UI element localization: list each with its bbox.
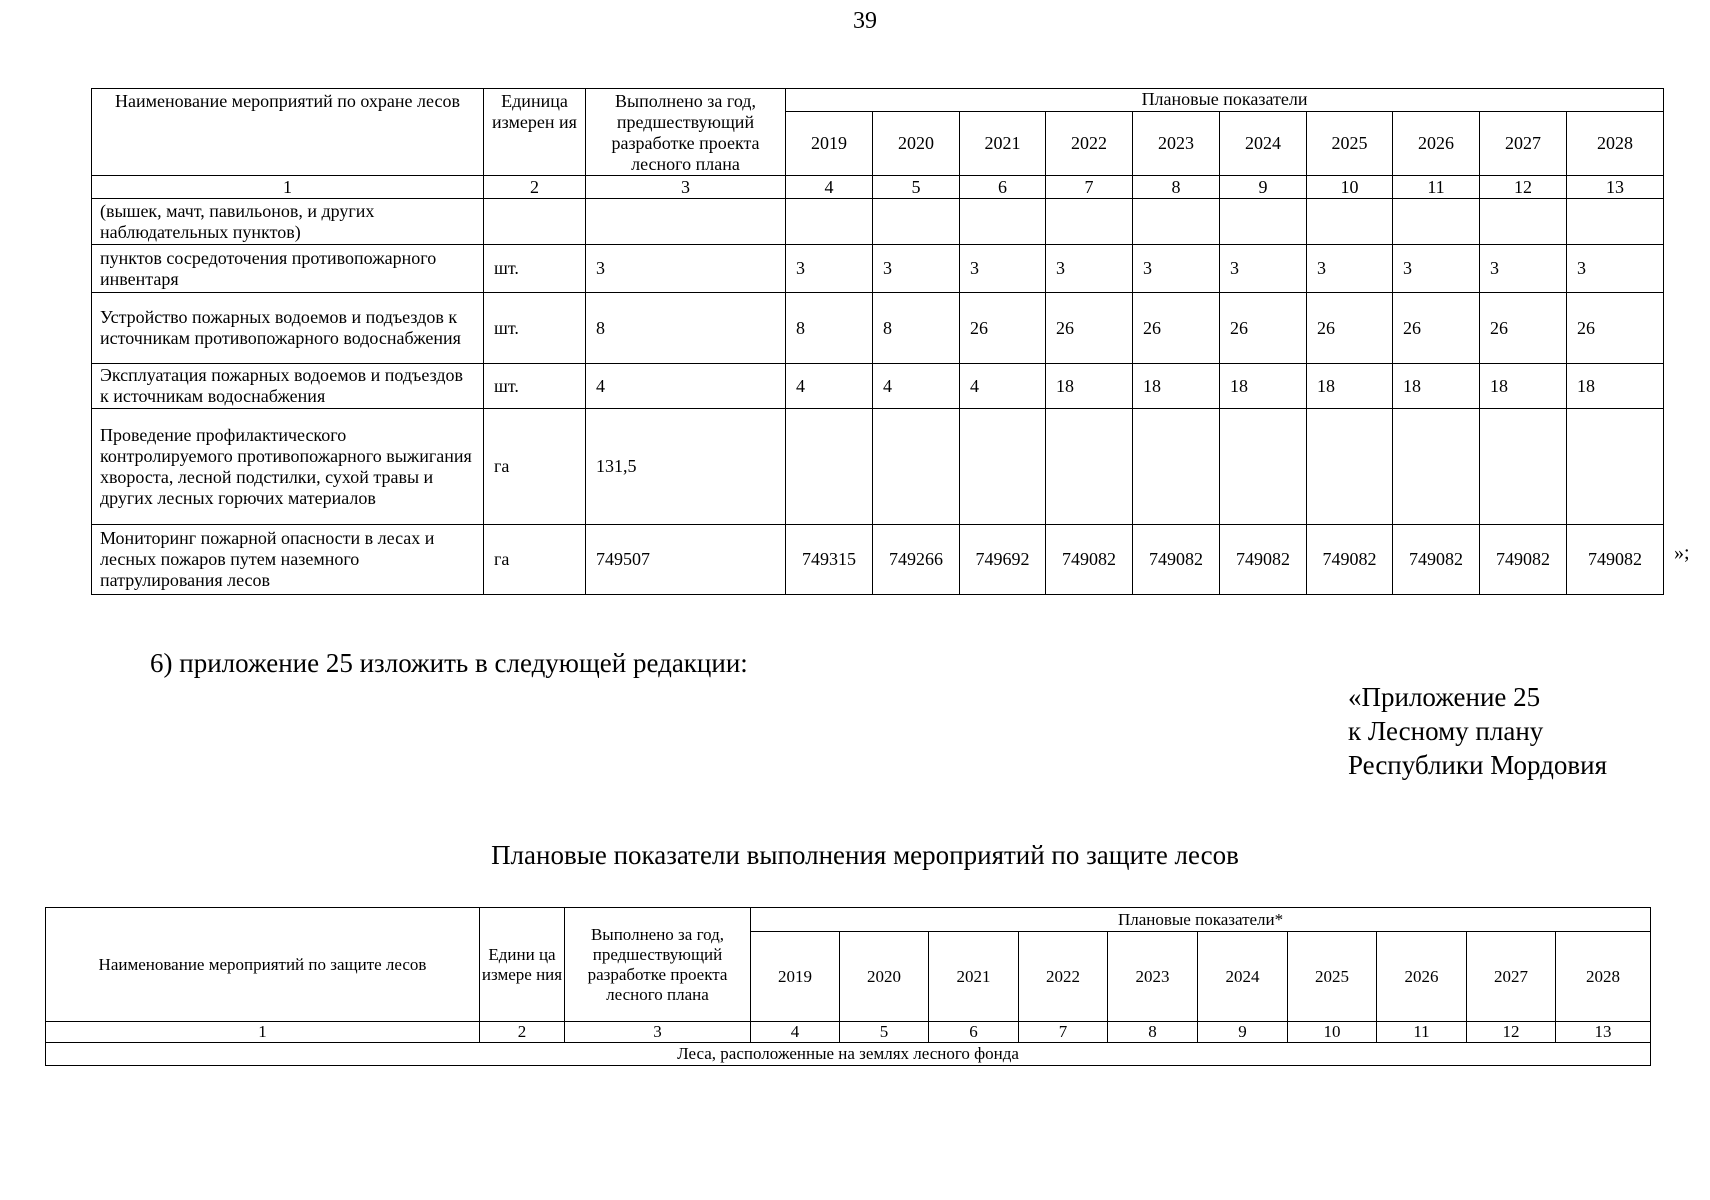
row-value: 4 — [960, 364, 1046, 409]
appendix-line: Республики Мордовия — [1348, 750, 1608, 780]
appendix-line: к Лесному плану — [1348, 716, 1544, 746]
table-row — [92, 245, 1664, 293]
table1-header-name: Наименование мероприятий по охране лесов — [92, 89, 484, 176]
column-number: 2 — [480, 1022, 565, 1043]
row-value: 749082 — [1046, 525, 1133, 595]
row-value — [960, 409, 1046, 525]
row-value: 4 — [873, 364, 960, 409]
table1-header-planned: Плановые показатели — [786, 89, 1664, 112]
row-name: (вышек, мачт, павильонов, и других наблюдательных пунктов) — [92, 199, 484, 245]
table1-header-unit: Единица измерен ия — [484, 89, 586, 176]
row-value — [1307, 409, 1393, 525]
row-value: 3 — [1567, 245, 1664, 293]
column-number: 8 — [1133, 176, 1220, 199]
column-number: 10 — [1288, 1022, 1377, 1043]
table-row — [92, 409, 1664, 525]
row-value: 3 — [1480, 245, 1567, 293]
row-value: 749315 — [786, 525, 873, 595]
appendix-heading — [1348, 680, 1607, 782]
row-unit: шт. — [484, 245, 586, 293]
table2-header-name: Наименование мероприятий по защите лесов — [46, 908, 480, 1022]
section-label: Леса, расположенные на землях лесного фонда — [46, 1043, 1651, 1066]
column-number: 7 — [1046, 176, 1133, 199]
column-number: 1 — [46, 1022, 480, 1043]
row-value: 3 — [960, 245, 1046, 293]
row-done — [586, 199, 786, 245]
appendix-line: «Приложение 25 — [1348, 682, 1541, 712]
table-row — [92, 364, 1664, 409]
column-number: 13 — [1567, 176, 1664, 199]
row-value: 3 — [1046, 245, 1133, 293]
row-value: 749266 — [873, 525, 960, 595]
table-row — [92, 293, 1664, 364]
row-value — [1480, 199, 1567, 245]
row-value: 18 — [1133, 364, 1220, 409]
row-value — [1133, 409, 1220, 525]
table1-year: 2023 — [1133, 111, 1220, 175]
row-value — [1046, 199, 1133, 245]
amendment-instruction: 6) приложение 25 изложить в следующей редакции: — [150, 648, 748, 678]
row-name: Устройство пожарных водоемов и подъездов к источникам противопожарного водоснабжения — [92, 293, 484, 364]
row-value: 3 — [1307, 245, 1393, 293]
row-value: 18 — [1307, 364, 1393, 409]
row-value: 749082 — [1307, 525, 1393, 595]
row-value — [1307, 199, 1393, 245]
forest-defense-table — [45, 907, 1651, 1066]
row-unit: га — [484, 409, 586, 525]
column-number: 3 — [586, 176, 786, 199]
column-number: 3 — [565, 1022, 751, 1043]
row-value: 749082 — [1480, 525, 1567, 595]
column-number: 2 — [484, 176, 586, 199]
table2-header-planned: Плановые показатели* — [751, 908, 1651, 932]
table1-header-row — [92, 89, 1664, 112]
row-value: 8 — [786, 293, 873, 364]
row-value: 26 — [1133, 293, 1220, 364]
column-number: 6 — [929, 1022, 1019, 1043]
row-done: 131,5 — [586, 409, 786, 525]
row-name: пунктов сосредоточения противопожарного инвентаря — [92, 245, 484, 293]
row-name: Мониторинг пожарной опасности в лесах и лесных пожаров путем наземного патрулирования лесов — [92, 525, 484, 595]
column-number: 1 — [92, 176, 484, 199]
table1-header-done: Выполнено за год, предшествующий разработке проекта лесного плана — [586, 89, 786, 176]
row-value — [1393, 409, 1480, 525]
table2-year: 2026 — [1377, 932, 1467, 1022]
row-value: 749082 — [1133, 525, 1220, 595]
row-value: 18 — [1393, 364, 1480, 409]
row-value: 26 — [1480, 293, 1567, 364]
row-unit — [484, 199, 586, 245]
table1-year: 2026 — [1393, 111, 1480, 175]
row-name: Эксплуатация пожарных водоемов и подъездов к источникам водоснабжения — [92, 364, 484, 409]
column-number: 11 — [1377, 1022, 1467, 1043]
row-value — [1046, 409, 1133, 525]
row-unit: га — [484, 525, 586, 595]
row-value: 749082 — [1220, 525, 1307, 595]
row-value: 26 — [1393, 293, 1480, 364]
table2-year: 2025 — [1288, 932, 1377, 1022]
row-done: 4 — [586, 364, 786, 409]
row-value: 3 — [1133, 245, 1220, 293]
row-value — [786, 199, 873, 245]
row-value — [1567, 199, 1664, 245]
row-value: 18 — [1220, 364, 1307, 409]
table2-year: 2022 — [1019, 932, 1108, 1022]
row-value: 3 — [1393, 245, 1480, 293]
table1-year: 2021 — [960, 111, 1046, 175]
row-value — [1393, 199, 1480, 245]
table1-year: 2028 — [1567, 111, 1664, 175]
column-number: 4 — [751, 1022, 840, 1043]
row-value — [960, 199, 1046, 245]
table2-header-row — [46, 908, 1651, 932]
column-number: 9 — [1198, 1022, 1288, 1043]
column-number: 13 — [1556, 1022, 1651, 1043]
column-number: 7 — [1019, 1022, 1108, 1043]
column-number: 4 — [786, 176, 873, 199]
column-number: 5 — [873, 176, 960, 199]
row-value — [873, 409, 960, 525]
table2-header-done: Выполнено за год, предшествующий разработке проекта лесного плана — [565, 908, 751, 1022]
table1-year: 2022 — [1046, 111, 1133, 175]
column-number: 12 — [1467, 1022, 1556, 1043]
closing-quote-mark: »; — [1674, 542, 1690, 564]
row-value: 26 — [960, 293, 1046, 364]
column-number: 9 — [1220, 176, 1307, 199]
row-value: 8 — [873, 293, 960, 364]
row-value — [1133, 199, 1220, 245]
table2-year: 2020 — [840, 932, 929, 1022]
row-value: 4 — [786, 364, 873, 409]
column-number: 6 — [960, 176, 1046, 199]
table1-year: 2024 — [1220, 111, 1307, 175]
row-name: Проведение профилактического контролируемого противопожарного выжигания хвороста, лесной подстилки, сухой травы и других лесных горючих материалов — [92, 409, 484, 525]
table1-year: 2025 — [1307, 111, 1393, 175]
table2-year: 2019 — [751, 932, 840, 1022]
table1-year: 2027 — [1480, 111, 1567, 175]
table2-column-numbers-row — [46, 1022, 1651, 1043]
row-value: 18 — [1480, 364, 1567, 409]
page-number: 39 — [853, 8, 877, 34]
row-value — [1480, 409, 1567, 525]
fire-protection-table — [91, 88, 1664, 595]
row-done: 749507 — [586, 525, 786, 595]
table1-year: 2019 — [786, 111, 873, 175]
column-number: 10 — [1307, 176, 1393, 199]
row-value: 26 — [1220, 293, 1307, 364]
row-done: 8 — [586, 293, 786, 364]
table2-year: 2024 — [1198, 932, 1288, 1022]
row-value: 749082 — [1393, 525, 1480, 595]
table2-year: 2027 — [1467, 932, 1556, 1022]
row-value: 3 — [873, 245, 960, 293]
table-row — [92, 525, 1664, 595]
column-number: 5 — [840, 1022, 929, 1043]
row-value: 3 — [1220, 245, 1307, 293]
row-value — [1567, 409, 1664, 525]
row-value: 26 — [1307, 293, 1393, 364]
table2-year: 2021 — [929, 932, 1019, 1022]
table2-header-unit: Едини ца измере ния — [480, 908, 565, 1022]
row-value: 749692 — [960, 525, 1046, 595]
table2-year: 2023 — [1108, 932, 1198, 1022]
row-value: 26 — [1567, 293, 1664, 364]
row-value — [786, 409, 873, 525]
table2-year: 2028 — [1556, 932, 1651, 1022]
table1-column-numbers-row — [92, 176, 1664, 199]
row-value: 749082 — [1567, 525, 1664, 595]
row-value: 18 — [1567, 364, 1664, 409]
row-unit: шт. — [484, 293, 586, 364]
row-value: 18 — [1046, 364, 1133, 409]
row-done: 3 — [586, 245, 786, 293]
row-unit: шт. — [484, 364, 586, 409]
column-number: 11 — [1393, 176, 1480, 199]
row-value: 3 — [786, 245, 873, 293]
table-row — [92, 199, 1664, 245]
document-title: Плановые показатели выполнения мероприятий по защите лесов — [491, 840, 1239, 870]
table1-year: 2020 — [873, 111, 960, 175]
row-value — [1220, 199, 1307, 245]
row-value — [873, 199, 960, 245]
column-number: 12 — [1480, 176, 1567, 199]
column-number: 8 — [1108, 1022, 1198, 1043]
row-value — [1220, 409, 1307, 525]
table2-section-row — [46, 1043, 1651, 1066]
row-value: 26 — [1046, 293, 1133, 364]
